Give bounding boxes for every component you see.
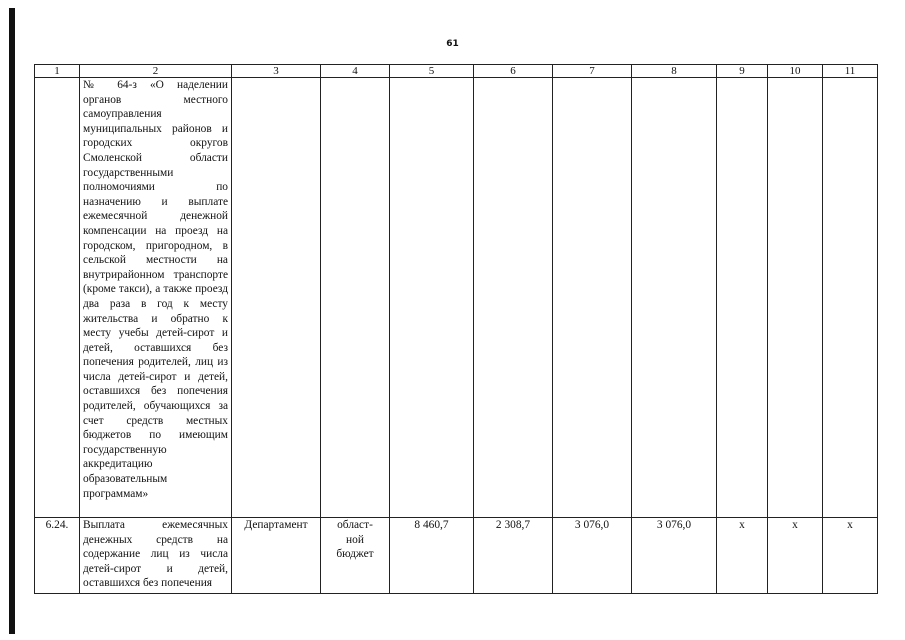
table-row-6-24 (35, 518, 878, 594)
cell-empty (632, 78, 717, 518)
column-number: 10 (768, 65, 823, 78)
column-number: 7 (553, 65, 632, 78)
cell-executor: Департамент (232, 518, 321, 594)
cell-empty (553, 78, 632, 518)
cell-description (80, 518, 232, 594)
cell-empty (823, 78, 878, 518)
cell-empty (717, 78, 768, 518)
budget-table (34, 64, 878, 594)
cell-funding-source (321, 518, 390, 594)
column-number: 4 (321, 65, 390, 78)
column-number: 2 (80, 65, 232, 78)
column-number: 11 (823, 65, 878, 78)
funding-source-text: област-ной бюджет (336, 519, 374, 561)
cell-col7: 3 076,0 (553, 518, 632, 594)
column-number: 5 (390, 65, 474, 78)
cell-empty (232, 78, 321, 518)
cell-col10: x (768, 518, 823, 594)
column-number: 9 (717, 65, 768, 78)
column-number: 6 (474, 65, 553, 78)
column-number: 1 (35, 65, 80, 78)
cell-col9: x (717, 518, 768, 594)
cell-col11: x (823, 518, 878, 594)
cell-empty (474, 78, 553, 518)
column-number: 8 (632, 65, 717, 78)
table-row-continued (35, 78, 878, 518)
left-margin-bar (9, 8, 15, 634)
cell-number-empty (35, 78, 80, 518)
cell-description: № 64-з «О наделении органов местного самоуправления муниципальных районов и городских округов Смоленской области государственными полномочиями по назначению и выплате ежемесячной денежной компенсации на проезд на городском, пригородном, в сельской местности на внутрирайонном транспорте (кроме такси), а также проезд два раза в год к месту жительства и обратно к месту учебы детей-сирот и детей, оставшихся без попечения родителей, лиц из числа детей-сирот и детей, оставшихся без попечения родителей, обучающихся за счет средств местных бюджетов по имеющим государственную аккредитацию образовательным программам» (80, 78, 232, 518)
cell-empty (321, 78, 390, 518)
cell-col6: 2 308,7 (474, 518, 553, 594)
cell-col5: 8 460,7 (390, 518, 474, 594)
cell-empty (390, 78, 474, 518)
cell-row-number: 6.24. (35, 518, 80, 594)
cell-empty (768, 78, 823, 518)
page-number: 61 (446, 39, 459, 49)
column-number-row (35, 65, 878, 78)
cell-col8: 3 076,0 (632, 518, 717, 594)
column-number: 3 (232, 65, 321, 78)
description-text: Выплата ежемесячных денежных средств на содержание лиц из числа детей-сирот и детей, оставшихся без попечения (83, 519, 228, 590)
